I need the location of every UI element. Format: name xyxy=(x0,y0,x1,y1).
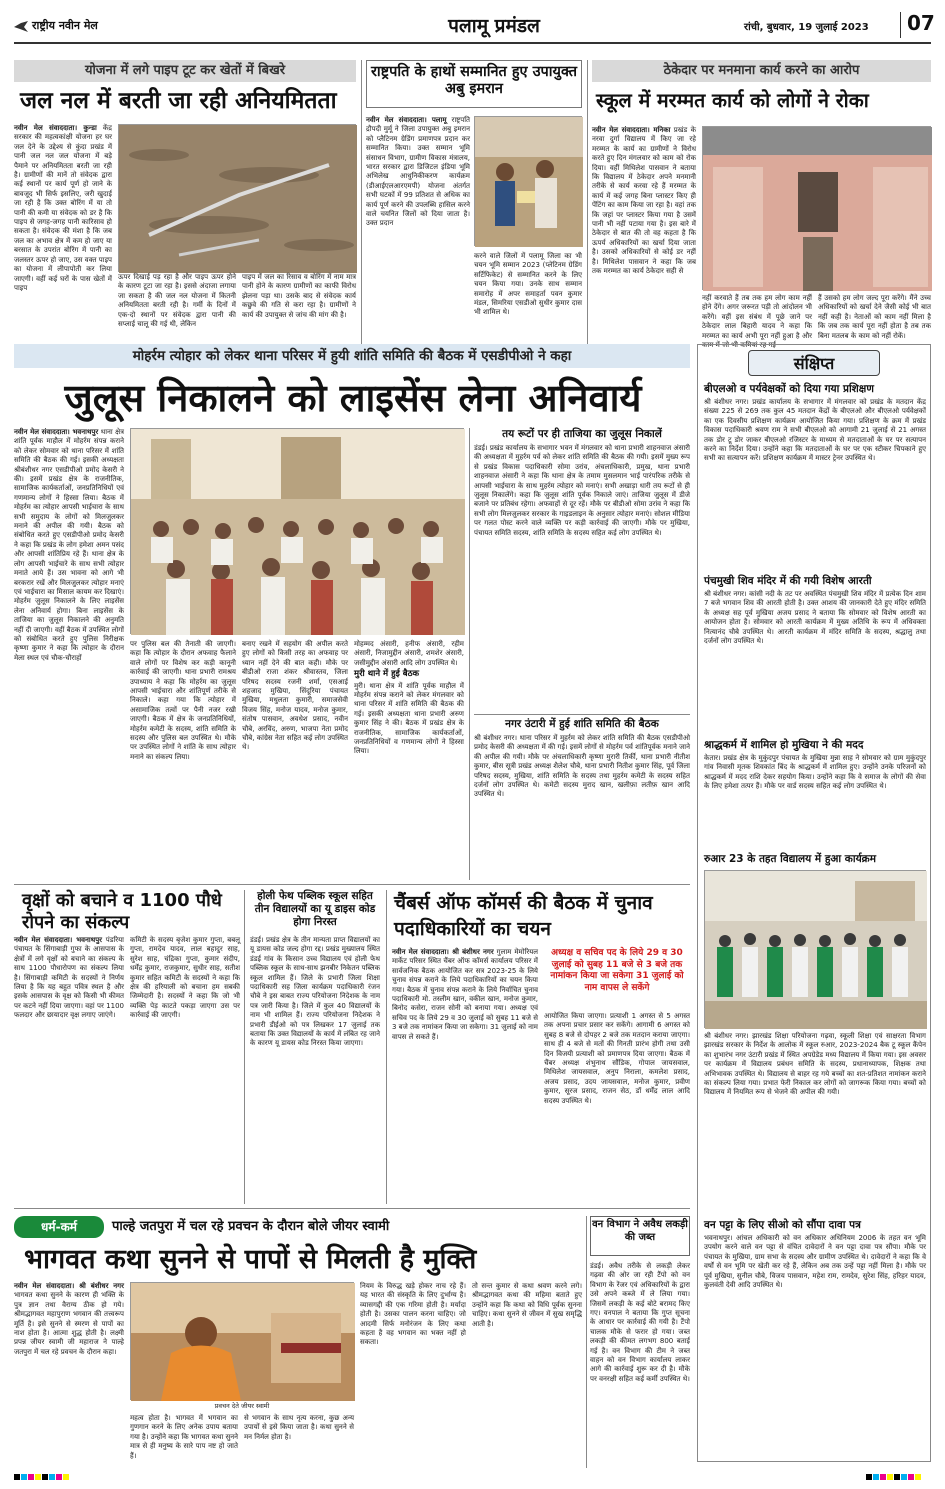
tazia-headline: तय रूटों पर ही ताजिया का जुलूस निकालें xyxy=(502,428,662,440)
lead-text2: पर पुलिस बल की तैनाती की जाएगी। कहा कि त्योहार के दौरान अफवाह फैलाने वाले लोगों पर विशेष कर कड़ी कानूनी कार्रवाई की जाएगी। थाना प्रभारी रामश्रय उपाध्याय ने कहा कि मोहर्रम का जुलूस आपसी भाईचारा और शांतिपूर्ण तरीके से निकाले। कहा गया कि त्योहार में असामाजिक तत्वों पर पैनी नजर रखी जाएगी। बैठक में क्षेत्र के जनप्रतिनिधियों, मोहर्रम कमेटी के सदस्य, शांति समिति के सदस्य और पुलिस बल उपस्थित थे। मौके पर उपस्थित लोगों ने शांति के साथ त्योहार मनाने का संकल्प लिया। xyxy=(130,640,236,761)
lead-headline: जुलूस निकालने को लाइसेंस लेना अनिवार्य xyxy=(64,376,642,420)
sankshipt-b5 xyxy=(704,1234,926,1458)
divider xyxy=(244,890,245,1204)
lead-col3 xyxy=(242,640,348,880)
trees-byline: नवीन मेल संवाददाता। भवनाथपुर xyxy=(14,936,103,944)
page-number: 07 xyxy=(907,11,935,35)
sankshipt-h5: वन पट्टा के लिए सीओ को सौंपा दावा पत्र xyxy=(704,1219,861,1231)
story2-col2 xyxy=(474,252,582,344)
sankshipt-text1: श्री बंशीधर नगर। प्रखंड कार्यालय के सभागार में मंगलवार को प्रखंड के मतदान केंद्र संख्या 225 से 269 तक कुल 45 मतदान केंद्रों के बीएलओ और बीएलओ पर्यवेक्षकों का एक दिवसीय प्रशिक्षण कार्यक्रम आयोजित किया गया। प्रशिक्षण के क्रम में प्रखंड विकास पदाधिकारी श्रवण राम ने सभी बीएलओ को आगामी 21 जुलाई से 21 अगस्त तक डोर टू डोर जाकर बीएलओ रजिस्टर के माध्यम से मतदाताओं के घर पर सत्यापन करने का निर्देश दिया। उन्होंने कहा कि मतदाताओं के घर पर एक स्टीकर चिपकाने हुए सभी का सत्यापन करें। प्रशिक्षण कार्यक्रम में मास्टर ट्रेनर उपस्थित थे। xyxy=(704,398,926,463)
trees-col1 xyxy=(14,936,124,1204)
story2-byline: नवीन मेल संवाददाता। पलामू xyxy=(366,116,447,124)
chamber-text: गुलाम मेमोरियल मार्केट परिसर स्थित चैंबर ऑफ कॉमर्स कार्यालय परिसर में सार्वजनिक बैठक आयोजित कर सत्र 2023-25 के लिये चुनाव संपन्न कराने के लिये पदाधिकारियों का चयन किया गया। बैठक में चुनाव संपन्न कराने के लिये निर्वाचित चुनाव पदाधिकारी मो. तस्लीम खान, वकील खान, मनोज कुमार, बिनोद कसेरा, राजन सोनी को बनाया गया। अध्यक्ष एवं सचिव पद के लिये 29 व 30 जुलाई को सुबह 11 बजे से 3 बजे तक नामांकन किया जा सकेगा। 31 जुलाई को नाम वापस ले सकते हैं। xyxy=(392,948,538,1041)
dharm-col4 xyxy=(360,1282,466,1468)
swami-preaching-image xyxy=(131,1283,355,1401)
divider xyxy=(361,60,362,344)
sankshipt-title: संक्षिप्त xyxy=(748,350,880,376)
sankshipt-cap4 xyxy=(704,1032,926,1214)
story2-headline: राष्ट्रपति के हाथों सम्मानित हुए उपायुक्त अबु इमरान xyxy=(371,64,577,97)
school-building-image xyxy=(703,127,932,291)
dharm-text2: महत्व होता है। भागवत में भगवान का गुणगान करने के लिए अनेक उपाय बताया गया है। उन्होंने कहा कि भागवत कथा सुनने मात्र से ही मनुष्य के सारे पाप नष्ट हो जाते हैं। xyxy=(130,1414,238,1460)
dharm-text: भागवत कथा सुनने के कारण ही भक्ति के पुत्र ज्ञान तथा वैराग्य ठीक हो गये। श्रीमद्भागवत महापुराण भगवान की तत्त्वरूप मूर्ति है। इसे सुनने से स्मरण से पापों का नाश होता है। आत्मा शुद्ध होती है। लक्ष्मी प्रपन्न जीयर स्वामी जी महाराज ने पाल्हे जतपुरा में चल रहे प्रवचन के दौरान कहा। xyxy=(14,1291,124,1356)
story1-headline: जल नल में बरती जा रही अनियमितता xyxy=(20,88,337,114)
tazia-text: डंडई। प्रखंड कार्यालय के सभागार भवन में मंगलवार को थाना प्रभारी शाहनवाज अंसारी की अध्यक्षता में मुहर्रम पर्व को लेकर शांति समिति की बैठक की गयी। इसमें मुख्य रूप से प्रखंड विकास पदाधिकारी सोमा उरांव, अंचलाधिकारी, प्रमुख, थाना प्रभारी शाहनवाज अंसारी ने कहा कि थाना क्षेत्र के तमाम मुसलमान भाई पारंपरिक तरीके से आपसी भाईचारा के साथ मुहर्रम त्योहार को मनाएं। सभी अखाड़ा धारी तय रूटों से ही जुलूस निकालेंगे। कहा कि जुलूस शांति पूर्वक निकाले जाएं। ताजिया जुलूस में डीजे बजाने पर प्रतिबंध रहेगा। अफवाहों से दूर रहें। मौके पर बीडीओ सोमा उरांव ने कहा कि सभी लोग मिलजुलकर सरकार के गाइडलाइन के अनुसार त्योहार मनाएं। सोशल मीडिया पर गलत पोस्ट करने वाले व्यक्ति पर कड़ी कार्रवाई की जाएगी। मौके पर मुखिया, पंचायत समिति सदस्य, शांति समिति के सदस्य सहित कई लोग उपस्थित थे। xyxy=(474,444,690,537)
masthead-divider xyxy=(900,12,901,38)
chamber-col1 xyxy=(392,948,538,1204)
forest-body xyxy=(590,1262,690,1468)
dharm-text4: नियम के विरुद्ध खड़े होकर नाच रहे हैं। यह भारत की संस्कृति के लिए दुर्भाग्य है। व्यासगद्दी की एक गरिमा होती है। मर्यादा होती है। उसका पालन करना चाहिए। जो आदमी सिर्फ मनोरंजन के लिए कथा कहता है वह भगवान का भक्त नहीं हो सकता। xyxy=(360,1282,466,1347)
trees-headline: वृक्षों को बचाने व 1100 पौधे रोपने का संकल्प xyxy=(22,890,222,933)
sankshipt-text3: केतार। प्रखंड क्षेत्र के मुकुंदपुर पंचायत के मुखिया मुन्ना साह ने सोमवार को ग्राम मुकुंदपुर गांव निवासी मृतक शिवकांत बिंद के श्राद्धकर्म में शामिल हुए। उन्होंने उनके परिजनों को श्राद्धकर्म में मदद राशि देकर सहयोग किया। उन्होंने कहा कि वे समाज के लोगों की सेवा के लिए हमेशा तत्पर हैं। मौके पर वार्ड सदस्य सहित कई लोग उपस्थित थे। xyxy=(704,754,926,791)
divider xyxy=(386,890,387,1204)
chamber-highlight: अध्यक्ष व सचिव पद के लिये 29 व 30 जुलाई को सुबह 11 बजे से 3 बजे तक नामांकन किया जा सकेगा 31 जुलाई को नाम वापस ले सकेंगे xyxy=(550,948,684,993)
chamber-byline: नवीन मेल संवाददाता। श्री बंशीधर नगर xyxy=(392,948,494,956)
story2-photo-ceremony xyxy=(474,116,582,246)
tazia-body xyxy=(474,444,690,714)
story3-photo-building xyxy=(702,126,931,290)
story1-body xyxy=(14,124,112,322)
dharm-byline: नवीन मेल संवाददाता। श्री बंशीधर नगर xyxy=(14,1282,124,1290)
sankshipt-text5: भवनाथपुर। आंचल अधिकारी को वन अधिकार अधिनियम 2006 के तहत वन भूमि उपयोग करने वाले वन पट्टा से वंचित दावेदारों ने वन पट्टा दावा पत्र सौंपा। मौके पर पंचायत के मुखिया, ग्राम सभा के सदस्य और ग्रामीण उपस्थित थे। दावेदारों ने कहा कि वे वर्षों से वन भूमि पर खेती कर रहे हैं, लेकिन अब तक उन्हें पट्टा नहीं मिला है। मौके पर पूर्व मुखिया, सुनील चौबे, विजय पासवान, महेश राम, रामदेव, सुरेश सिंह, हरिहर यादव, कुलवंती देवी आदि उपस्थित थे। xyxy=(704,1234,926,1290)
peace-meeting-image xyxy=(131,429,465,635)
forest-headline: वन विभाग ने अवैध लकड़ी की जब्त xyxy=(592,1219,688,1243)
sankshipt-b1 xyxy=(704,398,926,568)
story2-body xyxy=(366,116,470,344)
dharm-text3: से भगवान के साथ नृत्य करना, कुछ अन्य उपायों से इसे किया जाता है। कथा सुनने से मन निर्मल होता है। xyxy=(244,1414,354,1441)
section-title: पलामू प्रमंडल xyxy=(448,15,540,37)
sankshipt-text4: श्री बंशीधर नगर। झारखंड शिक्षा परियोजना गढ़वा, स्कूली शिक्षा एवं साक्षरता विभाग झारखंड सरकार के निर्देश के आलोक में स्कूल रुआर, 2023-2024 बैक टू स्कूल कैंपेन का शुभारंभ नगर उंटारी प्रखंड में स्थित अपग्रेडेड मध्य विद्यालय में किया गया। इस अवसर पर कार्यक्रम में विद्यालय प्रबंधन समिति के सदस्य, प्रधानाध्यापक, शिक्षक तथा अभिभावक उपस्थित थे। विद्यालय से बाहर रह गये बच्चों का शत-प्रतिशत नामांकन कराने का संकल्प लिया गया। प्रभात फेरी निकाल कर लोगों को जागरूक किया गया। बच्चों को विद्यालय में नियमित रूप से भेजने की अपील की गयी। xyxy=(704,1032,926,1097)
story3-body xyxy=(592,126,696,344)
story-school-repair xyxy=(592,60,931,350)
divider xyxy=(14,1208,690,1209)
dharm-col2 xyxy=(130,1414,238,1468)
holi-text: डंडई। प्रखंड क्षेत्र के तीन मान्यता प्राप्त विद्यालयों का यू डायस कोड जल्द होगा रद्द। प्रखंड मुख्यालय स्थित डंडई गांव के किसान उच्च विद्यालय एवं होली फेथ पब्लिक स्कूल के साथ-साथ झनबीर निकेतन पब्लिक स्कूल शामिल हैं। जिले के प्रभारी जिला शिक्षा पदाधिकारी सह जिला कार्यक्रम पदाधिकारी रंजन चौबे ने इस बाबत राज्य परियोजना निदेशक के नाम पत्र जारी किया है। जिले में कुल 40 विद्यालयों के नाम भी शामिल हैं। राज्य परियोजना निदेशक ने प्रभारी डीईओ को पत्र लिखकर 17 जुलाई तक बताया कि उक्त विद्यालयों के कार्य में लंबित रह जाने के कारण यू डायस कोड निरस्त किया जाएगा। xyxy=(250,936,380,1048)
lead-byline: नवीन मेल संवाददाता। भवनाथपुर xyxy=(14,428,99,436)
dateline: रांची, बुधवार, 19 जुलाई 2023 xyxy=(744,22,869,33)
story3-text2: नहीं करवाते हैं तब तक हम लोग काम नहीं होने देंगे। अगर जरूरत पड़ी तो आंदोलन भी करेंगे। वहीं इस संबंध में पूछे जाने पर ठेकेदार लाल बिहारी यादव ने कहा कि मरम्मत का कार्य अभी पूरा नहीं हुआ है और काम में जो भी कमियां रह गई xyxy=(702,294,812,350)
lead-col4 xyxy=(354,640,464,880)
divider xyxy=(14,884,690,885)
nagar-body xyxy=(474,734,690,880)
sankshipt-h1: बीएलओ व पर्यवेक्षकों को दिया गया प्रशिक्षण xyxy=(704,383,874,395)
paper-name: राष्ट्रीय नवीन मेल xyxy=(32,19,98,32)
trees-col2 xyxy=(130,936,240,1204)
lead-kicker: मोहर्रम त्योहार को लेकर थाना परिसर में हुयी शांति समिति की बैठक में एसडीपीओ ने कहा xyxy=(14,344,690,368)
trees-text2: कमिटी के सदस्य बृजेश कुमार गुप्ता, बबलू गुप्ता, रामदेव यादव, लाल बहादुर साह, सुरेश साह, चंद्रिका गुप्ता, कुमार संदीप, धर्मेंद्र कुमार, राजकुमार, सुधीर साह, सतीश कुमार सहित कमिटी के सदस्यों ने कहा कि क्षेत्र की हरियाली को बचाना हम सबकी जिम्मेदारी है। सदस्यों ने कहा कि जो भी व्यक्ति पेड़ काटते पकड़ा जाएगा उस पर कार्रवाई की जाएगी। xyxy=(130,936,240,1020)
divider xyxy=(474,714,690,715)
school-rally-image xyxy=(705,871,927,1029)
story3-col3 xyxy=(818,294,931,344)
chamber-headline: चैंबर्स ऑफ कॉमर्स की बैठक में चुनाव पदाधिकारियों का चयन xyxy=(394,892,653,940)
lead-text5: मुरी। थाना क्षेत्र में शांति पूर्वक माहौल में मोहर्रम संपन्न कराने को लेकर मंगलवार को थाना परिसर में शांति समिति की बैठक की गई। इसकी अध्यक्षता थाना प्रभारी अरुण कुमार सिंह ने की। बैठक में प्रखंड क्षेत्र के राजनीतिक, सामाजिक कार्यकर्ताओं, जनप्रतिनिधियों व गणमान्य लोगों ने हिस्सा लिया। xyxy=(354,681,464,756)
story3-text: प्रखंड के नरवा दुर्गा विद्यालय में किए जा रहे मरम्मत के कार्य का ग्रामीणों ने विरोध करते हुए दिन मंगलवार को काम को रोक दिया। वहीं मिथिलेश पासवान ने बताया कि विद्यालय में ठेकेदार अपने मनमानी तरीके से कार्य करवा रहे हैं मरम्मत के कार्य में कई जगह बिना प्लास्टर किए ही पेंटिंग का काम किया जा रहा है। वहां तक कि जहां पर प्लास्टर किया गया है उसमें पानी भी नहीं पटाया गया है। इस बारे में ठेकेदार से बात की तो वह कहता है कि ऊपर्य अधिकारियों का खर्चा दिया जाता है। उसको अधिकारियों से कोई डर नहीं है। मिथिलेश पासवान ने कहा कि जब तक मरम्मत का कार्य ठेकेदार सही से xyxy=(592,126,696,276)
story3-text3: हैं उसको हम लोग जल्द पूरा करेंगे। मैंने उच्च अधिकारियों को खर्चा देने जैसी कोई भी बात नहीं कही है। नेताओं को काम नहीं मिला है कि जब तक कार्य पूरा नहीं होता है तब तक बिना मतलब के काम को नहीं रोकें। xyxy=(818,294,931,340)
chamber-col2 xyxy=(544,1012,690,1204)
story-water-pipeline xyxy=(14,60,356,292)
lead-col1 xyxy=(14,428,124,880)
story1-text3: पाइप में जल का रिसाव व बोरिंग में नाम मात्र पानी होने के कारण ग्रामीणों का काफी विरोध झेलना पड़ा था। उसके बाद से संवेदक कार्य कछुवे की गति से करा रहा है। ग्रामीणों ने कार्य की उपायुक्त से जांच की मांग की है। xyxy=(242,273,356,319)
story1-col3 xyxy=(242,273,356,345)
ceremony-image xyxy=(475,117,583,247)
holi-headline: होली फेथ पब्लिक स्कूल सहित तीन विद्यालयों का यू डाइस कोड होगा निरस्त xyxy=(254,890,376,928)
nagar-headline: नगर उंटारी में हुई शांति समिति की बैठक xyxy=(505,718,659,730)
dharm-kicker: पाल्हे जतपुरा में चल रहे प्रवचन के दौरान बोले जीयर स्वामी xyxy=(112,1219,390,1234)
story-president-award xyxy=(366,60,582,344)
story3-headline: स्कूल में मरम्मत कार्य को लोगों ने रोका xyxy=(596,89,869,112)
dharm-photo-caption: प्रवचन देते जीयर स्वामी xyxy=(214,1402,270,1410)
forest-text: डंडई। अवैध तरीके से लकड़ी लेकर गढ़वा की ओर जा रही टैंपो को वन विभाग के रेंजर एवं अधिकारियों के द्वारा उसे अपने कब्जे में ले लिया गया। जिसमें लकड़ी के कई बोटे बरामद किए गए। वनपाल ने बताया कि गुप्त सूचना के आधार पर कार्रवाई की गयी है। टैंपो चालक मौके से फरार हो गया। जब्त लकड़ी की कीमत लगभग 800 बताई गई है। वन विभाग की टीम ने जब्त वाहन को वन विभाग कार्यालय लाकर आगे की कार्रवाई शुरू कर दी है। मौके पर वनरक्षी सहित कई कर्मी उपस्थित थे। xyxy=(590,1262,690,1383)
story3-col2 xyxy=(702,294,812,350)
sankshipt-b2 xyxy=(704,590,926,732)
lead-col2 xyxy=(130,640,236,880)
divider xyxy=(469,428,470,880)
story1-col2 xyxy=(118,273,236,345)
story3-byline: नवीन मेल संवाददाता। मनिका xyxy=(592,126,671,134)
story1-photo-field xyxy=(118,124,356,272)
sankshipt-h2: पंचमुखी शिव मंदिर में की गयी विशेष आरती xyxy=(704,575,872,587)
lead-photo-meeting xyxy=(130,428,464,634)
dharm-col3 xyxy=(244,1414,354,1468)
divider xyxy=(587,60,588,344)
story1-text: केंद्र सरकार की महत्वकांक्षी योजना हर घर जल देने के उद्देश्य से कुंदा प्रखंड में पानी जल नल जल योजना में बड़े पैमाने पर अनियमितता बरती जा रही है। ग्रामीणों की मानें तो संवेदक द्वारा कई स्थानों पर कार्य पूर्ण हो जाने के बावजूद भी सिर्फ इसलिए, जरी खुदाई जा रही है कि उक्त बोरिंग में या तो पानी की कमी या संवेदक को डर है कि पाइप से जगह-जगह पानी कारिसाव हो सकता है। संवेदक की मंशा है कि जब जल का अभाव क्षेत्र में कम हो जाए या बरसात के उपरांत बोरिंग में पानी का जलस्तर ऊपर हो जाए, उस वक्त पाइप का योजना में लीपापोती कर लिया जाएगी। वहीं कई घरों के पास खेतों में पाइप xyxy=(14,124,112,292)
chamber-text2: आयोजित किया जाएगा। प्रत्याशी 1 अगस्त से 5 अगस्त तक अपना प्रचार प्रसार कर सकेंगे। आगामी 6 अगस्त को सुबह 8 बजे से दोपहर 2 बजे तक मतदान कराया जाएगा। साथ ही 4 बजे से मतों की गिनती प्रारंभ होगी तथा उसी दिन विजयी प्रत्याशी को प्रमाणपत्र दिया जाएगा। बैठक में चैंबर अध्यक्ष शंभुनाथ सौंडिक, गोपाल जायसवाल, मिथिलेश जायसवाल, अनुप निराला, कमलेश प्रसाद, अजय प्रसाद, उदय जायसवाल, मनोज कुमार, प्रवीण कुमार, सूरज प्रसाद, राजन सेठ, डॉ धर्मेंद्र लाल आदि सदस्य उपस्थित थे। xyxy=(544,1012,690,1105)
registration-marks xyxy=(14,1474,69,1480)
story1-text2: ऊपर दिखाई पड़ रहा है और पाइप ऊपर होने के कारण टूटा जा रहा है। इससे अंदाजा लगाया जा सकता है की जल नल योजना में कितनी अनियमितता बरती रही है। गर्मी के दिनों में एक-दो स्थानों पर संवेदक द्वारा पानी की सप्लाई चालू की गई थी, लेकिन xyxy=(118,273,236,329)
dharm-photo-swami xyxy=(130,1282,354,1400)
field-pipe-image xyxy=(119,125,357,273)
sankshipt-photo-school xyxy=(704,870,926,1028)
nagar-text: श्री बंशीधर नगर। थाना परिसर में मुहर्रम को लेकर शांति समिति की बैठक एसडीपीओ प्रमोद केसरी की अध्यक्षता में की गई। इसमें लोगों से मोहर्रम पर्व शांतिपूर्वक मनाने जाने की अपील की गयी। मौके पर अंचलाधिकारी कृष्णा मुरारी तिर्की, थाना प्रभारी नीतीश कुमार, बीस सूत्री प्रखंड अध्यक्ष शैलेश चौबे, थाना प्रभारी नितीश कुमार सिंह, पूर्व जिला परिषद सदस्य, मुखिया, शांति समिति के सदस्य तथा मुहर्रम कमेटी के सदस्य सहित दर्जनों लोग उपस्थित थे। कमेटी सदस्य मुराद खान, खलीफ़ा लतीफ़ खान आदि उपस्थित थे। xyxy=(474,734,690,799)
sankshipt-h4: रुआर 23 के तहत विद्यालय में हुआ कार्यक्रम xyxy=(704,853,877,865)
holi-body xyxy=(250,936,380,1204)
story2-text: राष्ट्रपति द्रौपदी मुर्मू ने जिला उपायुक्त अबु इमरान को प्लैटिनम ग्रेडिंग प्रमाणपत्र प्रदान कर सम्मानित किया। उक्त सम्मान भूमि संसाधन विभाग, ग्रामीण विकास मंत्रालय, भारत सरकार द्वारा डिजिटल इंडिया भूमि अभिलेख आधुनिकीकरण कार्यक्रम (डीआईएलआरएमपी) योजना अंतर्गत सभी घटकों में 99 प्रतिशत से अधिक का कार्य पूर्ण करने की उपलब्धि हासिल करने वाले चयनित जिलों को दिया जाता है। उक्त प्रदान xyxy=(366,116,470,228)
story1-byline: नवीन मेल संवाददाता। कुन्डा xyxy=(14,124,97,132)
sankshipt-h3: श्राद्धकर्म में शामिल हो मुखिया ने की मदद xyxy=(704,739,864,751)
divider xyxy=(586,1216,587,1468)
registration-marks-right xyxy=(866,1474,921,1480)
lead-subhead: मुरी थाने में हुई बैठक xyxy=(354,669,420,680)
story2-text2: करने वाले जिलों में पलामू जिला का भी चयन भूमि सम्मान 2023 (प्लेटिनम ग्रेडिंग सर्टिफिकेट) से सम्मानित करने के लिए चयन किया गया। उनके साथ सम्मान समारोह में अपर समाहर्ता पवन कुमार मंडल, सिमरिया एसडीओ सुधीर कुमार दास भी शामिल थे। xyxy=(474,252,582,317)
dharm-text5: तो सन्त कुमार से कथा श्रवण करने लगे। श्रीमद्भागवत कथा की महिमा बताते हुए उन्होंने कहा कि कथा को विधि पूर्वक सुनना चाहिए। कथा सुनने से जीवन में सुख समृद्धि आती है। xyxy=(472,1282,582,1328)
sankshipt-b3 xyxy=(704,754,926,840)
bird-logo-icon xyxy=(14,18,28,37)
dharm-tag: धर्म-कर्म xyxy=(14,1216,104,1238)
dharm-col1 xyxy=(14,1282,124,1468)
lead-text: थाना क्षेत्र शांति पूर्वक माहौल में मोहर्रम संपन्न कराने को लेकर सोमवार को थाना परिसर में शांति समिति की बैठक की गई। इसकी अध्यक्षता श्रीबंशीधर नगर एसडीपीओ प्रमोद केसरी ने की। इसमें प्रखंड क्षेत्र के राजनीतिक, सामाजिक कार्यकर्ताओं, जनप्रतिनिधियों एवं गणमान्य लोगों ने हिस्सा लिया। बैठक में मोहर्रम का त्योहार आपसी भाईचारा के साथ सभी समुदाय के लोगों को मिलजुलकर मनाने की अपील की गयी। बैठक को संबोधित करते हुए एसडीपीओ प्रमोद केसरी ने कहा कि प्रखंड के लोग हमेशा अमन पसंद और आपसी शांतिप्रिय रहे हैं। थाना क्षेत्र के लोग आपसी भाईचारे के साथ सभी त्योहार मनाते आये हैं। उस भावना को आगे भी बरकरार रखें और मिलजुलकर त्योहार मनाएं एवं भाईचारा का मिसाल कायम कर दिखाएं। मोहर्रम जुलूस निकालने के लिए लाइसेंस लेना अनिवार्य होगा। बिना लाइसेंस के ताजिया का जुलूस निकालने की अनुमति नहीं दी जाएगी। वहीं बैठक में उपस्थित लोगों को संबोधित करते हुए पुलिस निरीक्षक कृष्णा कुमार ने कहा कि त्योहार के दौरान मेला स्थल एवं चौक-चौराहों xyxy=(14,428,125,662)
trees-text: पंडरिया पंचायत के सिंगाबाड़ी गुफा के आसपास के क्षेत्रों में लगे वृक्षों को बचाने का संकल्प के साथ 1100 पौधारोपण का संकल्प लिया है। सिंगाबाड़ी कमिटी के सदस्यों ने निर्णय लिया है कि यह बहुत पवित्र स्थल है और इसके आसपास के वृक्ष को किसी भी कीमत पर कटने नहीं दिया जाएगा। वहां पर 1100 फलदार और छायादार वृक्ष लगाए जाएंगे। xyxy=(14,936,124,1020)
lead-text4: मोहम्मद अंसारी, हनीफ अंसारी, रहीम अंसारी, निजामुद्दीन अंसारी, शमशेर अंसारी, जसीमुद्दीन अंसारी आदि लोग उपस्थित थे। xyxy=(354,640,464,667)
sankshipt-text2: श्री बंशीधर नगर। कांसी नदी के तट पर अवस्थित पंचमुखी शिव मंदिर में प्रत्येक दिन शाम 7 बजे भगवान शिव की आरती होती है। उक्त आशय की जानकारी देते हुए मंदिर समिति के अध्यक्ष सह पूर्व मुखिया अजय प्रसाद ने बताया कि सोमवार को विशेष आरती का आयोजन होता है। सोमवार को आरती कार्यक्रम में मुख्य अतिथि के रूप में अधिवक्ता नित्यानंद चौबे उपस्थित थे। आरती कार्यक्रम में मंदिर समिति के सदस्य, श्रद्धालु तथा दर्जनों लोग उपस्थित थे। xyxy=(704,590,926,646)
lead-text3: बनाए रखने में सहयोग की अपील करते हुए लोगों को किसी तरह का अफवाह पर ध्यान नहीं देने की बात कही। मौके पर बीडीओ राजा शंकर श्रीवास्तव, जिला परिषद सदस्य रजनी शर्मा, एसआई शहजाद मुखिया, सिंदूरिया पंचायत मुखिया, मधुलता कुमारी, समाजसेवी विजय सिंह, मनोज यादव, मनोज कुमार, संतोष पासवान, अवधेश प्रसाद, नवीन चौबे, अरविंद, अरुण, भाजपा नेता प्रमोद चौबे, कांग्रेस नेता सहित कई लोग उपस्थित थे। xyxy=(242,640,348,752)
dharm-headline: भागवत कथा सुनने से पापों से मिलती है मुक्ति xyxy=(24,1244,477,1275)
dharm-col5 xyxy=(472,1282,582,1468)
story1-kicker: योजना में लगे पाइप टूट कर खेतों में बिखरे xyxy=(14,60,356,82)
masthead xyxy=(14,8,935,44)
story3-kicker: ठेकेदार पर मनमाना कार्य करने का आरोप xyxy=(592,60,931,82)
